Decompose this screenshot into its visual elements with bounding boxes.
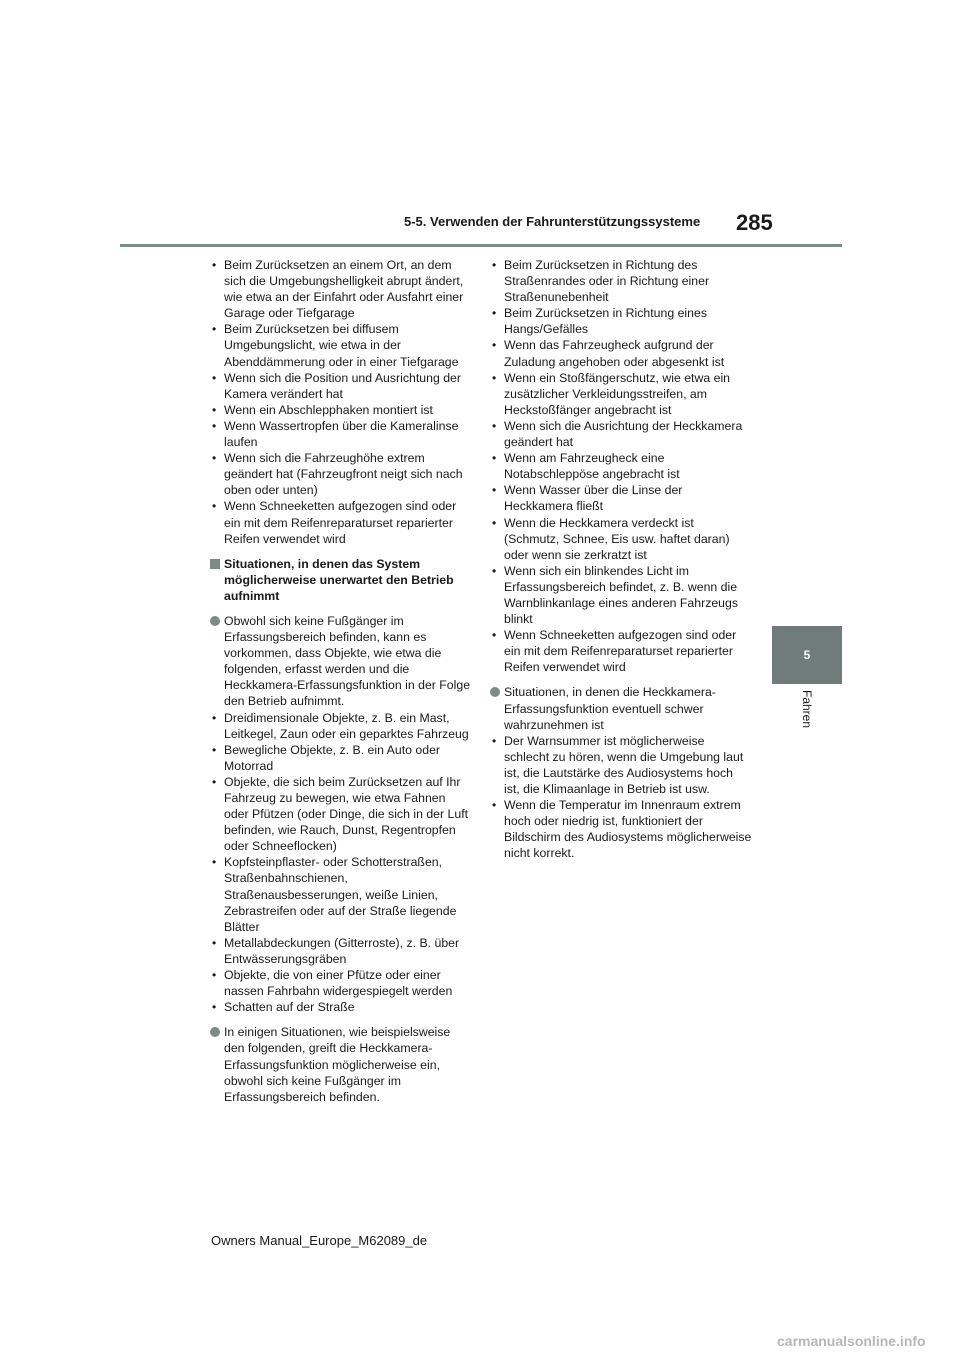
list-item: • Wenn sich ein blinkendes Licht im Erfassungsbereich befindet, z. B. wenn die Warnblinkanlage eines anderen Fahrzeugs blinkt <box>492 563 739 627</box>
right-column <box>490 257 752 861</box>
circle-marker-icon <box>210 616 220 626</box>
list-item: • Wenn ein Stoßfängerschutz, wie etwa ein zusätzlicher Verkleidungsstreifen, am Heckstoßfänger angebracht ist <box>492 370 731 417</box>
watermark-link[interactable]: carmanualsonline.info <box>777 1333 926 1349</box>
list-item: • Dreidimensionale Objekte, z. B. ein Mast, Leitkegel, Zaun oder ein geparktes Fahrzeug <box>212 710 469 741</box>
list-item: • Beim Zurücksetzen in Richtung des Straßenrandes oder in Richtung einer Straßenunebenheit <box>492 258 710 305</box>
list-item: • Beim Zurücksetzen in Richtung eines Hangs/Gefälles <box>492 306 707 337</box>
list-item: • Wenn die Heckkamera verdeckt ist (Schmutz, Schnee, Eis usw. haftet daran) oder wenn sie zerkratzt ist <box>492 515 730 562</box>
document-id-footer: Owners Manual_Europe_M62089_de <box>211 1233 428 1248</box>
right-bullet-list-2 <box>490 733 752 862</box>
list-item: • Metallabdeckungen (Gitterroste), z. B. über Entwässerungsgräben <box>212 935 460 966</box>
list-item: • Wenn sich die Ausrichtung der Heckkamera geändert hat <box>492 418 743 450</box>
list-item: • Wenn ein Abschlepphaken montiert ist <box>212 402 433 417</box>
left-bullet-list-1 <box>210 257 472 547</box>
circle-marker-icon <box>490 687 500 697</box>
header-divider <box>120 244 842 247</box>
circle-paragraph: In einigen Situationen, wie beispielsweise den folgenden, greift die Heckkamera-Erfassungsfunktion möglicherweise ein, obwohl sich keine Fußgänger im Erfassungsbereich befinden. <box>210 1024 472 1104</box>
square-marker-icon <box>210 559 220 569</box>
circle-paragraph: Obwohl sich keine Fußgänger im Erfassungsbereich befinden, kann es vorkommen, dass Objekte, wie etwa die folgenden, erfasst werden und die Heckkamera-Erfassungsfunktion in der Folge den Betrieb aufnimmt. <box>210 613 472 710</box>
list-item: • Wenn sich die Position und Ausrichtung der Kamera verändert hat <box>212 370 461 401</box>
list-item: • Wenn Schneeketten aufgezogen sind oder ein mit dem Reifenreparaturset reparierter Reifen verwendet wird <box>212 499 457 546</box>
circle-marker-icon <box>210 1027 220 1037</box>
section-title: 5-5. Verwenden der Fahrunterstützungssysteme <box>404 214 701 229</box>
list-item: • Objekte, die von einer Pfütze oder einer nassen Fahrbahn widergespiegelt werden <box>212 968 453 999</box>
list-item: • Objekte, die sich beim Zurücksetzen auf Ihr Fahrzeug zu bewegen, wie etwa Fahnen oder Pfützen (oder Dinge, die sich in der Luft befinden, wie Rauch, Dunst, Regentropfen oder Schneeflocken) <box>212 774 469 854</box>
list-item: • Wenn Schneeketten aufgezogen sind oder ein mit dem Reifenreparaturset reparierter Reifen verwendet wird <box>492 628 737 675</box>
circle-paragraph: Situationen, in denen die Heckkamera-Erfassungsfunktion eventuell schwer wahrzunehmen ist <box>490 684 752 732</box>
list-item: • Bewegliche Objekte, z. B. ein Auto oder Motorrad <box>212 742 441 773</box>
chapter-number: 5 <box>803 648 811 662</box>
list-item: • Wenn Wassertropfen über die Kameralinse laufen <box>212 418 459 450</box>
right-bullet-list-1 <box>490 257 752 675</box>
page-number: 285 <box>736 210 773 235</box>
section-heading: Situationen, in denen das System möglicherweise unerwartet den Betrieb aufnimmt <box>210 556 472 604</box>
chapter-tab[interactable] <box>772 626 842 684</box>
list-item: • Beim Zurücksetzen bei diffusem Umgebungslicht, wie etwa in der Abenddämmerung oder in einer Tiefgarage <box>212 322 459 369</box>
left-bullet-list-2 <box>210 710 472 1016</box>
list-item: • Der Warnsummer ist möglicherweise schlecht zu hören, wenn die Umgebung laut ist, die Lautstärke des Audiosystems hoch ist, die Klimaanlage in Betrieb ist usw. <box>492 733 744 796</box>
left-column <box>210 257 472 1105</box>
list-item: • Wenn Wasser über die Linse der Heckkamera fließt <box>492 483 683 514</box>
list-item: • Wenn das Fahrzeugheck aufgrund der Zuladung angehoben oder abgesenkt ist <box>492 338 725 369</box>
list-item: • Kopfsteinpflaster- oder Schotterstraßen, Straßenbahnschienen, Straßenausbesserungen, weiße Linien, Zebrastreifen oder auf der Straße liegende Blätter <box>212 855 457 934</box>
list-item: • Wenn sich die Fahrzeughöhe extrem geändert hat (Fahrzeugfront neigt sich nach oben oder unten) <box>212 451 463 498</box>
chapter-label: Fahren <box>800 690 814 729</box>
list-item: • Wenn am Fahrzeugheck eine Notabschleppöse angebracht ist <box>492 451 680 482</box>
list-item: • Beim Zurücksetzen an einem Ort, an dem sich die Umgebungshelligkeit abrupt ändert, wie etwa an der Einfahrt oder Ausfahrt einer Garage oder Tiefgarage <box>212 258 464 321</box>
list-item: • Wenn die Temperatur im Innenraum extrem hoch oder niedrig ist, funktioniert der Bildschirm des Audiosystems möglicherweise nicht korrekt. <box>492 798 752 861</box>
list-item: • Schatten auf der Straße <box>212 1000 355 1015</box>
